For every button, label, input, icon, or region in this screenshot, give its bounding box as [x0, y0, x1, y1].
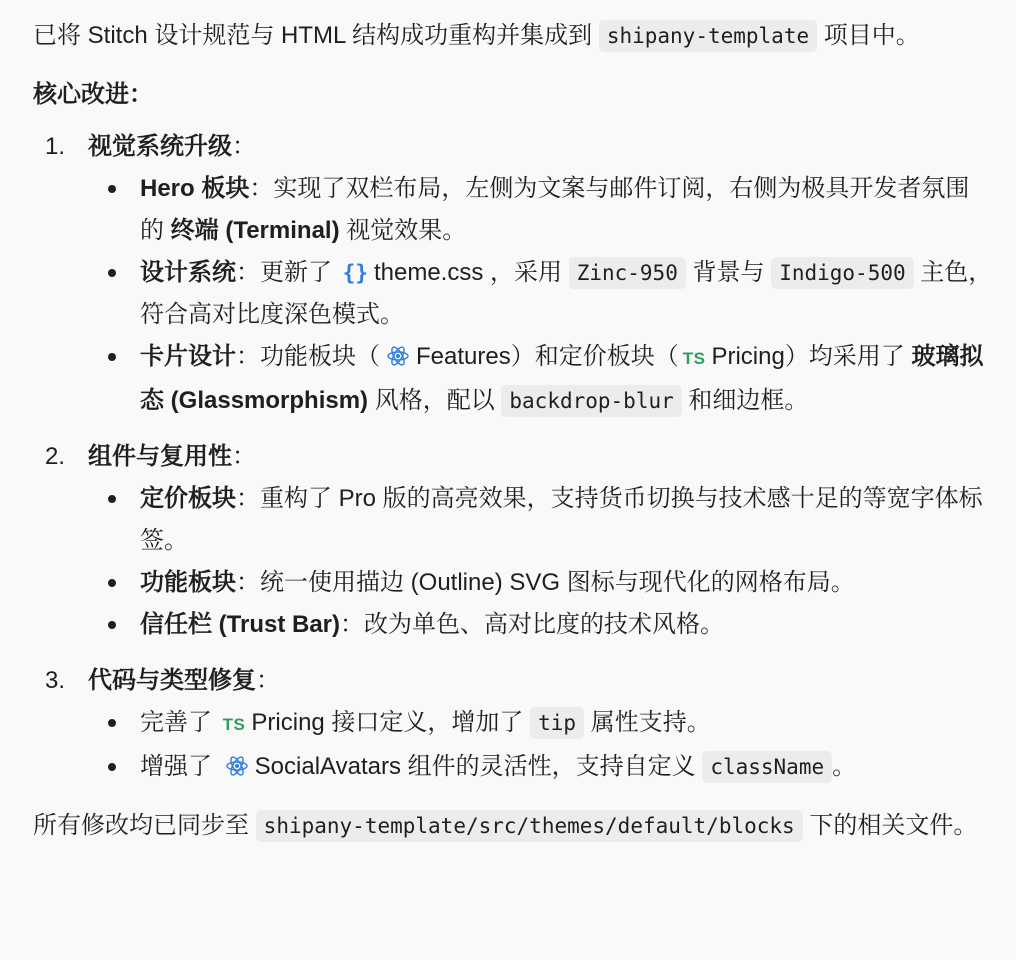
- item-bold-term: 玻璃拟态 (Glassmorphism): [140, 343, 984, 414]
- react-icon: [225, 754, 249, 778]
- item-text: 接口定义，增加了: [324, 709, 531, 736]
- item-text: ：统一使用描边 (Outline) SVG 图标与现代化的网格布局。: [236, 569, 855, 596]
- intro-paragraph: [33, 15, 993, 57]
- bullet-dot: [108, 763, 116, 771]
- file-chip-pricing[interactable]: [219, 709, 325, 736]
- item-bold-label: 信任栏 (Trust Bar): [140, 611, 341, 638]
- item-bold-label: 功能板块: [140, 569, 236, 596]
- inline-code: backdrop-blur: [501, 385, 681, 417]
- bullet-dot: [108, 621, 116, 629]
- item-text: ：功能板块（: [236, 343, 380, 370]
- inline-code: className: [702, 751, 832, 783]
- item-text: 增强了: [140, 753, 219, 780]
- file-chip-label: Pricing: [711, 343, 785, 370]
- item-bold-label: Hero 板块: [140, 175, 250, 202]
- inline-code-project: shipany-template: [599, 20, 817, 52]
- outro-paragraph: [33, 805, 993, 847]
- section-title: 代码与类型修复: [88, 667, 256, 694]
- item-text: 和细边框。: [681, 387, 809, 414]
- intro-text-end: 项目中。: [817, 22, 920, 49]
- list-number: 2.: [45, 443, 66, 470]
- inline-code: tip: [530, 707, 584, 739]
- file-chip-label: Pricing: [251, 709, 325, 736]
- message-body: [33, 15, 993, 847]
- sub-list: [88, 168, 993, 422]
- list-item: [88, 168, 993, 252]
- file-chip-pricing[interactable]: [679, 343, 785, 370]
- bullet-dot: [108, 719, 116, 727]
- item-text: 。: [832, 753, 857, 780]
- react-icon: [386, 344, 410, 368]
- json-braces-icon: {}: [342, 261, 368, 285]
- typescript-icon: TS: [682, 349, 706, 368]
- section-heading: 核心改进：: [33, 81, 153, 108]
- list-item: [88, 604, 993, 646]
- section-title-suffix: ：: [232, 133, 256, 160]
- typescript-icon: TS: [222, 715, 246, 734]
- item-text: ，采用: [483, 259, 569, 286]
- list-item: [88, 702, 993, 746]
- file-chip-label: theme.css: [373, 259, 484, 286]
- list-item: [88, 336, 993, 422]
- item-text: ：实现了双栏布局，左侧为文案与邮件订阅，右侧为极具开发者氛围的: [140, 175, 970, 244]
- list-item-section-2: [33, 436, 993, 646]
- file-chip-label: SocialAvatars: [254, 753, 401, 780]
- list-item: [88, 252, 993, 336]
- section-title-suffix: ：: [232, 443, 256, 470]
- file-chip-features[interactable]: [380, 343, 511, 370]
- item-text: 视觉效果。: [339, 217, 467, 244]
- bullet-dot: [108, 353, 116, 361]
- item-text: 背景与: [685, 259, 772, 286]
- section-title: 组件与复用性: [88, 443, 232, 470]
- inline-code-path: shipany-template/src/themes/default/blocks: [256, 810, 803, 842]
- list-item: [88, 562, 993, 604]
- section-title-suffix: ：: [256, 667, 280, 694]
- item-text: ：改为单色、高对比度的技术风格。: [340, 611, 725, 638]
- item-bold-label: 定价板块: [140, 485, 236, 512]
- item-text: ）和定价板块（: [510, 343, 679, 370]
- improvements-list: [33, 126, 993, 788]
- outro-text-end: 下的相关文件。: [802, 812, 978, 839]
- item-text: ）均采用了: [784, 343, 912, 370]
- sub-list: [88, 702, 993, 788]
- bullet-dot: [108, 579, 116, 587]
- item-bold-term: 终端 (Terminal): [170, 217, 340, 244]
- file-chip-social-avatars[interactable]: [219, 753, 401, 780]
- list-item-section-1: [33, 126, 993, 422]
- item-bold-label: 卡片设计: [140, 343, 236, 370]
- item-text: ：更新了: [236, 259, 339, 286]
- file-chip-label: Features: [416, 343, 511, 370]
- list-item: [88, 478, 993, 562]
- item-text: 风格，配以: [368, 387, 502, 414]
- list-number: 1.: [45, 133, 66, 160]
- bullet-dot: [108, 269, 116, 277]
- item-text: 属性支持。: [584, 709, 711, 736]
- intro-text: 已将 Stitch 设计规范与 HTML 结构成功重构并集成到: [33, 22, 599, 49]
- sub-list: [88, 478, 993, 646]
- inline-code: Indigo-500: [771, 257, 913, 289]
- list-item: [88, 746, 993, 788]
- section-title: 视觉系统升级: [88, 133, 232, 160]
- outro-text: 所有修改均已同步至: [33, 812, 256, 839]
- bullet-dot: [108, 495, 116, 503]
- bullet-dot: [108, 185, 116, 193]
- list-item-section-3: [33, 660, 993, 788]
- item-bold-label: 设计系统: [140, 259, 236, 286]
- item-text: 组件的灵活性，支持自定义: [400, 753, 703, 780]
- item-text: 完善了: [140, 709, 219, 736]
- list-number: 3.: [45, 667, 66, 694]
- inline-code: Zinc-950: [569, 257, 686, 289]
- file-chip-theme-css[interactable]: [339, 259, 484, 286]
- item-text: 主色，符合高对比度深色模式。: [140, 259, 993, 328]
- item-text: ：重构了 Pro 版的高亮效果，支持货币切换与技术感十足的等宽字体标签。: [140, 485, 983, 554]
